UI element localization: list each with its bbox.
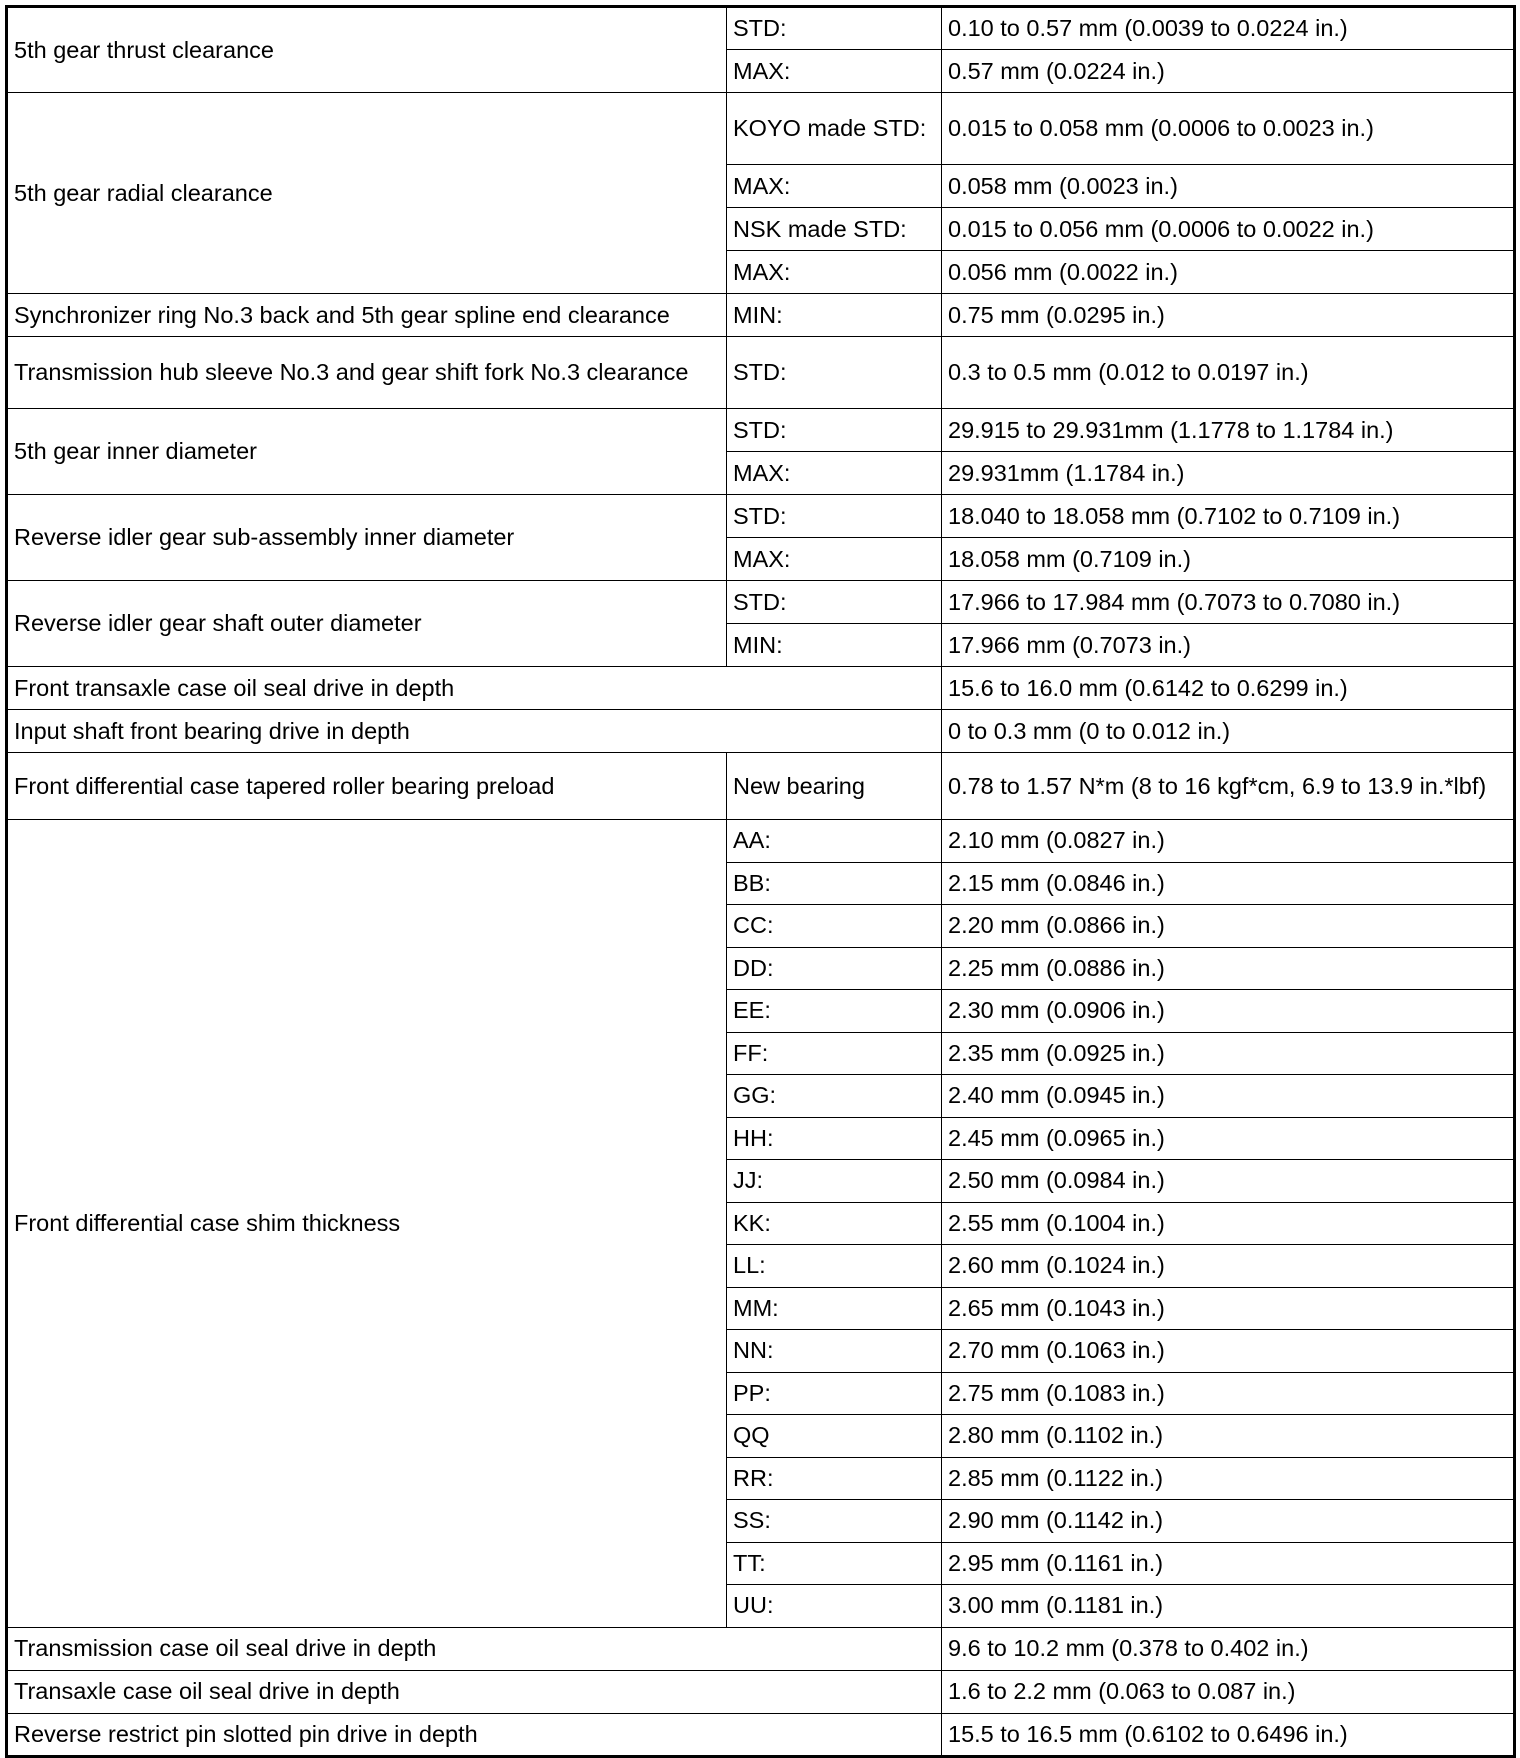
condition-cell: SS:	[727, 1500, 942, 1543]
item-cell: Reverse idler gear sub-assembly inner diameter	[7, 495, 727, 581]
condition-cell: MM:	[727, 1287, 942, 1330]
table-row	[7, 294, 1515, 337]
value-cell: 0.015 to 0.058 mm (0.0006 to 0.0023 in.)	[942, 93, 1515, 165]
value-cell: 2.30 mm (0.0906 in.)	[942, 990, 1515, 1033]
condition-cell: MIN:	[727, 294, 942, 337]
value-cell: 2.65 mm (0.1043 in.)	[942, 1287, 1515, 1330]
condition-cell: PP:	[727, 1372, 942, 1415]
item-cell: Transaxle case oil seal drive in depth	[7, 1670, 942, 1713]
item-cell: 5th gear radial clearance	[7, 93, 727, 294]
value-cell: 15.5 to 16.5 mm (0.6102 to 0.6496 in.)	[942, 1713, 1515, 1756]
value-cell: 0.3 to 0.5 mm (0.012 to 0.0197 in.)	[942, 337, 1515, 409]
value-cell: 2.50 mm (0.0984 in.)	[942, 1160, 1515, 1203]
condition-cell: LL:	[727, 1245, 942, 1288]
value-cell: 2.95 mm (0.1161 in.)	[942, 1542, 1515, 1585]
table-row	[7, 1713, 1515, 1756]
value-cell: 2.40 mm (0.0945 in.)	[942, 1075, 1515, 1118]
condition-cell: BB:	[727, 862, 942, 905]
item-cell: Front differential case shim thickness	[7, 820, 727, 1628]
condition-cell: MAX:	[727, 251, 942, 294]
table-row	[7, 820, 1515, 863]
table-row	[7, 93, 1515, 165]
value-cell: 2.15 mm (0.0846 in.)	[942, 862, 1515, 905]
table-row	[7, 495, 1515, 538]
table-row	[7, 337, 1515, 409]
condition-cell: STD:	[727, 581, 942, 624]
value-cell: 0.10 to 0.57 mm (0.0039 to 0.0224 in.)	[942, 7, 1515, 50]
item-cell: Input shaft front bearing drive in depth	[7, 710, 942, 753]
condition-cell: STD:	[727, 495, 942, 538]
table-row	[7, 1627, 1515, 1670]
value-cell: 2.60 mm (0.1024 in.)	[942, 1245, 1515, 1288]
value-cell: 2.80 mm (0.1102 in.)	[942, 1415, 1515, 1458]
condition-cell: HH:	[727, 1117, 942, 1160]
condition-cell: NSK made STD:	[727, 208, 942, 251]
condition-cell: RR:	[727, 1457, 942, 1500]
condition-cell: MAX:	[727, 538, 942, 581]
condition-cell: MIN:	[727, 624, 942, 667]
value-cell: 3.00 mm (0.1181 in.)	[942, 1585, 1515, 1628]
condition-cell: MAX:	[727, 452, 942, 495]
value-cell: 29.915 to 29.931mm (1.1778 to 1.1784 in.)	[942, 409, 1515, 452]
condition-cell: UU:	[727, 1585, 942, 1628]
value-cell: 0.015 to 0.056 mm (0.0006 to 0.0022 in.)	[942, 208, 1515, 251]
condition-cell: STD:	[727, 337, 942, 409]
condition-cell: DD:	[727, 947, 942, 990]
table-row	[7, 7, 1515, 50]
condition-cell: FF:	[727, 1032, 942, 1075]
table-row	[7, 710, 1515, 753]
item-cell: Transmission hub sleeve No.3 and gear shift fork No.3 clearance	[7, 337, 727, 409]
value-cell: 2.85 mm (0.1122 in.)	[942, 1457, 1515, 1500]
table-row	[7, 1670, 1515, 1713]
value-cell: 9.6 to 10.2 mm (0.378 to 0.402 in.)	[942, 1627, 1515, 1670]
value-cell: 18.040 to 18.058 mm (0.7102 to 0.7109 in.)	[942, 495, 1515, 538]
value-cell: 17.966 to 17.984 mm (0.7073 to 0.7080 in.)	[942, 581, 1515, 624]
value-cell: 1.6 to 2.2 mm (0.063 to 0.087 in.)	[942, 1670, 1515, 1713]
value-cell: 2.10 mm (0.0827 in.)	[942, 820, 1515, 863]
value-cell: 18.058 mm (0.7109 in.)	[942, 538, 1515, 581]
condition-cell: AA:	[727, 820, 942, 863]
table-row	[7, 667, 1515, 710]
item-cell: Synchronizer ring No.3 back and 5th gear spline end clearance	[7, 294, 727, 337]
value-cell: 2.45 mm (0.0965 in.)	[942, 1117, 1515, 1160]
table-row	[7, 409, 1515, 452]
condition-cell: QQ	[727, 1415, 942, 1458]
value-cell: 0.57 mm (0.0224 in.)	[942, 50, 1515, 93]
condition-cell: GG:	[727, 1075, 942, 1118]
table-row	[7, 581, 1515, 624]
item-cell: Reverse idler gear shaft outer diameter	[7, 581, 727, 667]
value-cell: 2.55 mm (0.1004 in.)	[942, 1202, 1515, 1245]
table-row	[7, 753, 1515, 820]
item-cell: Transmission case oil seal drive in depth	[7, 1627, 942, 1670]
condition-cell: STD:	[727, 7, 942, 50]
condition-cell: KOYO made STD:	[727, 93, 942, 165]
condition-cell: MAX:	[727, 50, 942, 93]
condition-cell: JJ:	[727, 1160, 942, 1203]
item-cell: Front transaxle case oil seal drive in depth	[7, 667, 942, 710]
value-cell: 17.966 mm (0.7073 in.)	[942, 624, 1515, 667]
item-cell: Reverse restrict pin slotted pin drive in depth	[7, 1713, 942, 1756]
value-cell: 2.90 mm (0.1142 in.)	[942, 1500, 1515, 1543]
condition-cell: MAX:	[727, 165, 942, 208]
spec-table	[5, 5, 1516, 1758]
value-cell: 2.75 mm (0.1083 in.)	[942, 1372, 1515, 1415]
value-cell: 2.20 mm (0.0866 in.)	[942, 905, 1515, 948]
condition-cell: NN:	[727, 1330, 942, 1373]
item-cell: Front differential case tapered roller bearing preload	[7, 753, 727, 820]
value-cell: 2.35 mm (0.0925 in.)	[942, 1032, 1515, 1075]
condition-cell: KK:	[727, 1202, 942, 1245]
value-cell: 0.058 mm (0.0023 in.)	[942, 165, 1515, 208]
value-cell: 15.6 to 16.0 mm (0.6142 to 0.6299 in.)	[942, 667, 1515, 710]
condition-cell: STD:	[727, 409, 942, 452]
condition-cell: CC:	[727, 905, 942, 948]
condition-cell: New bearing	[727, 753, 942, 820]
value-cell: 0.75 mm (0.0295 in.)	[942, 294, 1515, 337]
value-cell: 2.70 mm (0.1063 in.)	[942, 1330, 1515, 1373]
value-cell: 2.25 mm (0.0886 in.)	[942, 947, 1515, 990]
value-cell: 0.78 to 1.57 N*m (8 to 16 kgf*cm, 6.9 to 13.9 in.*lbf)	[942, 753, 1515, 820]
value-cell: 0.056 mm (0.0022 in.)	[942, 251, 1515, 294]
item-cell: 5th gear inner diameter	[7, 409, 727, 495]
condition-cell: TT:	[727, 1542, 942, 1585]
condition-cell: EE:	[727, 990, 942, 1033]
value-cell: 0 to 0.3 mm (0 to 0.012 in.)	[942, 710, 1515, 753]
item-cell: 5th gear thrust clearance	[7, 7, 727, 93]
value-cell: 29.931mm (1.1784 in.)	[942, 452, 1515, 495]
